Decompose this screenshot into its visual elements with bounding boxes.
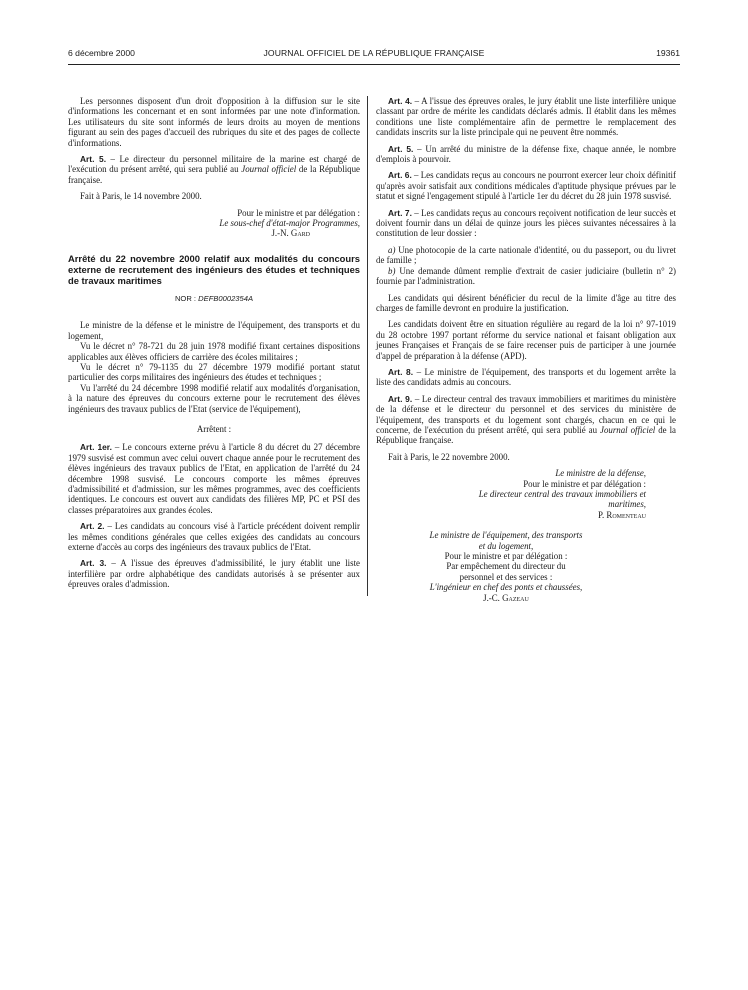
paragraph-opposition: Les personnes disposent d'un droit d'opposition à la diffusion sur le site d'informations les concernant et en sont informées par une note d'information. Les utilisateurs du site sont informés de leurs droits au moyen de mentions figurant au sein des pages d'accueil des rubriques du site et des pages de collecte d'informations.: [68, 96, 360, 148]
visa-1: Vu le décret n° 78-721 du 28 juin 1978 modifié fixant certaines dispositions applicables aux élèves officiers de carrière des écoles militaires ;: [68, 341, 360, 362]
article-label: Art. 3.: [80, 558, 107, 569]
list-item-a: a) Une photocopie de la carte nationale d'identité, ou du passeport, ou du livret de famille ;: [376, 244, 676, 266]
article-6: Art. 6. – Les candidats reçus au concours ne pourront exercer leur choix définitif qu'après avoir satisfait aux conditions médicales d'aptitude physique prévues par le statut et signé l'engagement stipulé à l'article 1er du décret du 28 juin 1978 susvisé.: [376, 170, 676, 202]
header-rule: [68, 64, 680, 65]
nor-code: DEFB0002354A: [198, 293, 254, 303]
fait-a-paris: Fait à Paris, le 14 novembre 2000.: [80, 191, 202, 202]
article-label: Art. 8.: [388, 366, 414, 377]
arrete-title: Arrêté du 22 novembre 2000 relatif aux modalités du concours externe de recrutement des ingénieurs des études et techniques de travaux maritimes: [68, 252, 360, 286]
article-5-prev: Art. 5. – Le directeur du personnel militaire de la marine est chargé de l'exécution du présent arrêté, qui sera publié au Journal officiel de la République française.: [68, 154, 360, 185]
article-1: Art. 1er. – Le concours externe prévu à l'article 8 du décret du 27 décembre 1979 susvisé est commun avec celui ouvert chaque année pour le recrutement des élèves ingénieurs des travaux publics de l'Etat, en application de l'arrêté du 24 décembre 1998 susvisé. Le concours comporte les mêmes épreuves d'admissibilité et d'admission, sur les mêmes programmes, avec des coefficients identiques. Le concours est ouvert aux candidats des filières MP, PC et PSI des classes préparatoires aux grandes écoles.: [68, 442, 360, 515]
signature-minister: Le ministre de l'équipement, des transports et du logement,: [429, 530, 583, 551]
left-column: [68, 96, 360, 596]
item-marker: b): [388, 265, 396, 276]
header-journal-title: JOURNAL OFFICIEL DE LA RÉPUBLIQUE FRANÇAISE: [263, 48, 485, 58]
header-date: 6 décembre 2000: [68, 48, 135, 58]
list-item-b: b) Une demande dûment remplie d'extrait de casier judiciaire (bulletin n° 2) fournie par l'administration.: [376, 265, 676, 287]
signature-pour: Pour le ministre et par délégation :: [237, 207, 360, 218]
article-2: Art. 2. – Les candidats au concours visé à l'article précédent doivent remplir les mêmes conditions générales que celles exigées des candidats au concours externe d'accès au corps des ingénieurs des travaux publics de l'Etat.: [68, 521, 360, 552]
signature-role: L'ingénieur en chef des ponts et chaussées,: [429, 582, 583, 593]
visa-3: Vu l'arrêté du 24 décembre 1998 modifié relatif aux modalités d'organisation, à la nature des épreuves du concours externe pour le recrutement des élèves ingénieurs des travaux publics de l'Etat (service de l'équipement),: [68, 382, 360, 414]
item-marker: a): [388, 244, 396, 255]
signature-empeche: Par empêchement du directeur du personnel et des services :: [446, 561, 566, 582]
signature-block-equipement: [376, 530, 676, 603]
page-header: [68, 48, 680, 64]
signature-name: J.-C. Gazeau: [483, 592, 529, 603]
visa-intro: Le ministre de la défense et le ministre de l'équipement, des transports et du logement,: [68, 320, 360, 341]
paragraph-regulier: Les candidats doivent être en situation régulière au regard de la loi n° 97-1019 du 28 octobre 1997 portant réforme du service national et faisant obligation aux jeunes Françaises et Français de se faire recenser puis de participer à une journée d'appel de préparation à la défense (APD).: [376, 319, 676, 361]
article-label: Art. 4.: [388, 96, 413, 106]
header-page-number: 19361: [656, 48, 680, 58]
signature-block: [68, 208, 360, 239]
arretent: Arrêtent :: [196, 423, 232, 434]
article-label: Art. 5.: [388, 143, 414, 154]
right-column: [376, 96, 676, 613]
article-label: Art. 5.: [80, 154, 107, 165]
signature-minister: Le ministre de la défense,: [555, 468, 646, 479]
article-label: Art. 6.: [388, 170, 412, 181]
column-divider: [367, 96, 368, 596]
article-9: Art. 9. – Le directeur central des travaux immobiliers et maritimes du ministère de la défense et le directeur du personnel et des services du ministère de l'équipement, des transports et du logement sont chargés, chacun en ce qui le concerne, de l'exécution du présent arrêté, qui sera publié au Journal officiel de la République française.: [376, 393, 676, 446]
signature-role: Le directeur central des travaux immobiliers et maritimes,: [478, 489, 646, 510]
article-label: Art. 9.: [388, 393, 413, 404]
signature-block-defense: [376, 468, 676, 520]
signature-role: Le sous-chef d'état-major Programmes,: [219, 218, 360, 229]
article-5: Art. 5. – Un arrêté du ministre de la défense fixe, chaque année, le nombre d'emplois à pourvoir.: [376, 143, 676, 165]
fait-a-paris: Fait à Paris, le 22 novembre 2000.: [388, 451, 510, 462]
article-7: Art. 7. – Les candidats reçus au concours reçoivent notification de leur succès et doivent fournir dans un délai de quinze jours les pièces suivantes nécessaires à la constitution de leur dossier :: [376, 207, 676, 239]
article-label: Art. 2.: [80, 521, 105, 532]
signature-pour: Pour le ministre et par délégation :: [523, 478, 646, 489]
paragraph-recul: Les candidats qui désirent bénéficier du recul de la limite d'âge au titre des charges de famille devront en produire la justification.: [376, 292, 676, 313]
article-4: Art. 4. – A l'issue des épreuves orales, le jury établit une liste interfilière unique classant par ordre de mérite les candidats déclarés admis. Il établit dans les mêmes conditions une liste complémentaire afin de permettre le remplacement des candidats inscrits sur la liste principale qui ne peuvent être nommés.: [376, 96, 676, 138]
signature-name: J.-N. Gard: [271, 228, 310, 239]
signature-name: P. Romenteau: [598, 509, 646, 520]
article-label: Art. 1er.: [80, 442, 112, 453]
article-3: Art. 3. – A l'issue des épreuves d'admissibilité, le jury établit une liste interfilière par ordre alphabétique des candidats autorisés à se présenter aux épreuves orales d'admission.: [68, 558, 360, 590]
visa-2: Vu le décret n° 79-1135 du 27 décembre 1979 modifié portant statut particulier des corps militaires des ingénieurs des études et techniques ;: [68, 361, 360, 383]
signature-pour: Pour le ministre et par délégation :: [444, 551, 568, 562]
article-label: Art. 7.: [388, 207, 412, 218]
article-8: Art. 8. – Le ministre de l'équipement, des transports et du logement arrête la liste des candidats admis au concours.: [376, 366, 676, 388]
nor-reference: NOR : DEFB0002354A: [174, 293, 254, 303]
